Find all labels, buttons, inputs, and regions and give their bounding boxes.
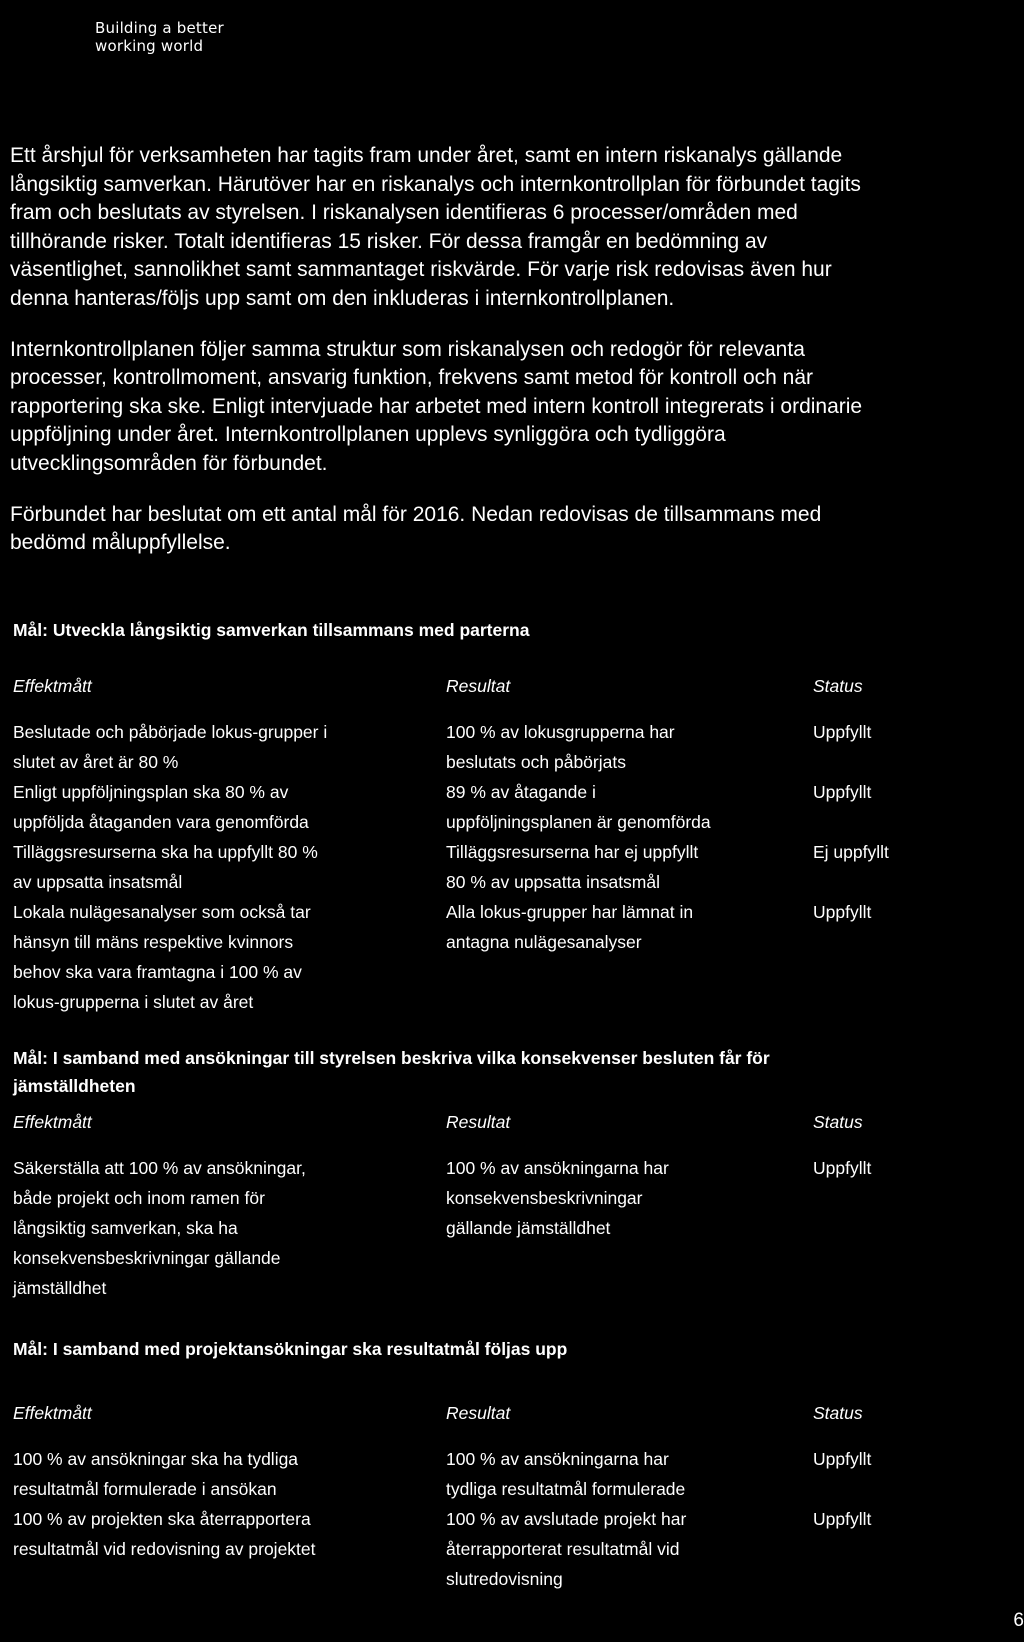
goal-title: Mål: Utveckla långsiktig samverkan tillsammans med parterna <box>13 620 530 640</box>
effektmatt-cell: Beslutade och påbörjade lokus-grupper i slutet av året är 80 % <box>13 722 328 772</box>
status-cell: Uppfyllt <box>813 902 872 922</box>
resultat-cell: 100 % av avslutade projekt har återrapporterat resultatmål vid slutredovisning <box>446 1509 687 1589</box>
column-header-status: Status <box>813 1403 863 1423</box>
column-header-effektmatt: Effektmått <box>13 1403 92 1423</box>
status-cell: Uppfyllt <box>813 1449 872 1469</box>
column-header-effektmatt: Effektmått <box>13 1112 92 1132</box>
intro-paragraph-1: Ett årshjul för verksamheten har tagits fram under året, samt en intern riskanalys gällande långsiktig samverkan. Härutöver har en riskanalys och internkontrollplan för förbundet tagits fram och beslutats av styrelsen. I riskanalysen identifieras 6 processer/områden med tillhörande risker. Totalt identifieras 15 risker. För dessa framgår en bedömning av väsentlighet, sannolikhet samt sammantaget riskvärde. För varje risk redovisas även hur denna hanteras/följs upp samt om den inkluderas i internkontrollplanen. <box>10 144 861 310</box>
column-header-resultat: Resultat <box>446 1403 511 1423</box>
page-number: 6 <box>1013 1610 1024 1631</box>
column-header-resultat: Resultat <box>446 1112 511 1132</box>
resultat-cell: Tilläggsresurserna har ej uppfyllt 80 % av uppsatta insatsmål <box>446 842 699 892</box>
goal-title: Mål: I samband med ansökningar till styrelsen beskriva vilka konsekvenser besluten får för jämställdheten <box>13 1048 770 1096</box>
brand-line-2: working world <box>95 37 204 55</box>
effektmatt-cell: Tilläggsresurserna ska ha uppfyllt 80 % av uppsatta insatsmål <box>13 842 318 892</box>
resultat-cell: 100 % av ansökningarna har tydliga resultatmål formulerade <box>446 1449 686 1499</box>
intro-text <box>10 142 1010 580</box>
goal-section-2 <box>13 1044 1003 1298</box>
column-header-effektmatt: Effektmått <box>13 676 92 696</box>
column-header-status: Status <box>813 676 863 696</box>
effektmatt-cell: 100 % av projekten ska återrapportera resultatmål vid redovisning av projektet <box>13 1509 316 1559</box>
status-cell: Ej uppfyllt <box>813 842 889 862</box>
resultat-cell: 89 % av åtagande i uppföljningsplanen är genomförda <box>446 782 711 832</box>
column-header-resultat: Resultat <box>446 676 511 696</box>
intro-paragraph-3: Förbundet har beslutat om ett antal mål för 2016. Nedan redovisas de tillsammans med bedömd måluppfyllelse. <box>10 502 822 555</box>
goal-section-3 <box>13 1335 1003 1589</box>
brand-tagline <box>95 19 224 55</box>
column-header-status: Status <box>813 1112 863 1132</box>
intro-paragraph-2: Internkontrollplanen följer samma struktur som riskanalysen och redogör för relevanta processer, kontrollmoment, ansvarig funktion, frekvens samt metod för kontroll och när rapportering ska ske. Enligt intervjuade har arbetet med intern kontroll integrerats i ordinarie uppföljning under året. Internkontrollplanen upplevs synliggöra och tydliggöra utvecklingsområden för förbundet. <box>10 337 863 475</box>
status-cell: Uppfyllt <box>813 722 872 742</box>
effektmatt-cell: Lokala nulägesanalyser som också tar hänsyn till mäns respektive kvinnors behov ska vara framtagna i 100 % av lokus-grupperna i slutet av året <box>13 902 311 1012</box>
status-cell: Uppfyllt <box>813 782 872 802</box>
status-cell: Uppfyllt <box>813 1158 872 1178</box>
effektmatt-cell: 100 % av ansökningar ska ha tydliga resultatmål formulerade i ansökan <box>13 1449 299 1499</box>
status-cell: Uppfyllt <box>813 1509 872 1529</box>
effektmatt-cell: Säkerställa att 100 % av ansökningar, både projekt och inom ramen för långsiktig samverkan, ska ha konsekvensbeskrivningar gällande jämställdhet <box>13 1158 306 1298</box>
resultat-cell: 100 % av lokusgrupperna har beslutats och påbörjats <box>446 722 675 772</box>
effektmatt-cell: Enligt uppföljningsplan ska 80 % av uppföljda åtaganden vara genomförda <box>13 782 309 832</box>
brand-line-1: Building a better <box>95 19 224 37</box>
goal-section-1 <box>13 616 1003 1012</box>
goal-title: Mål: I samband med projektansökningar ska resultatmål följas upp <box>13 1339 568 1359</box>
resultat-cell: Alla lokus-grupper har lämnat in antagna nulägesanalyser <box>446 902 694 952</box>
resultat-cell: 100 % av ansökningarna har konsekvensbeskrivningar gällande jämställdhet <box>446 1158 669 1238</box>
